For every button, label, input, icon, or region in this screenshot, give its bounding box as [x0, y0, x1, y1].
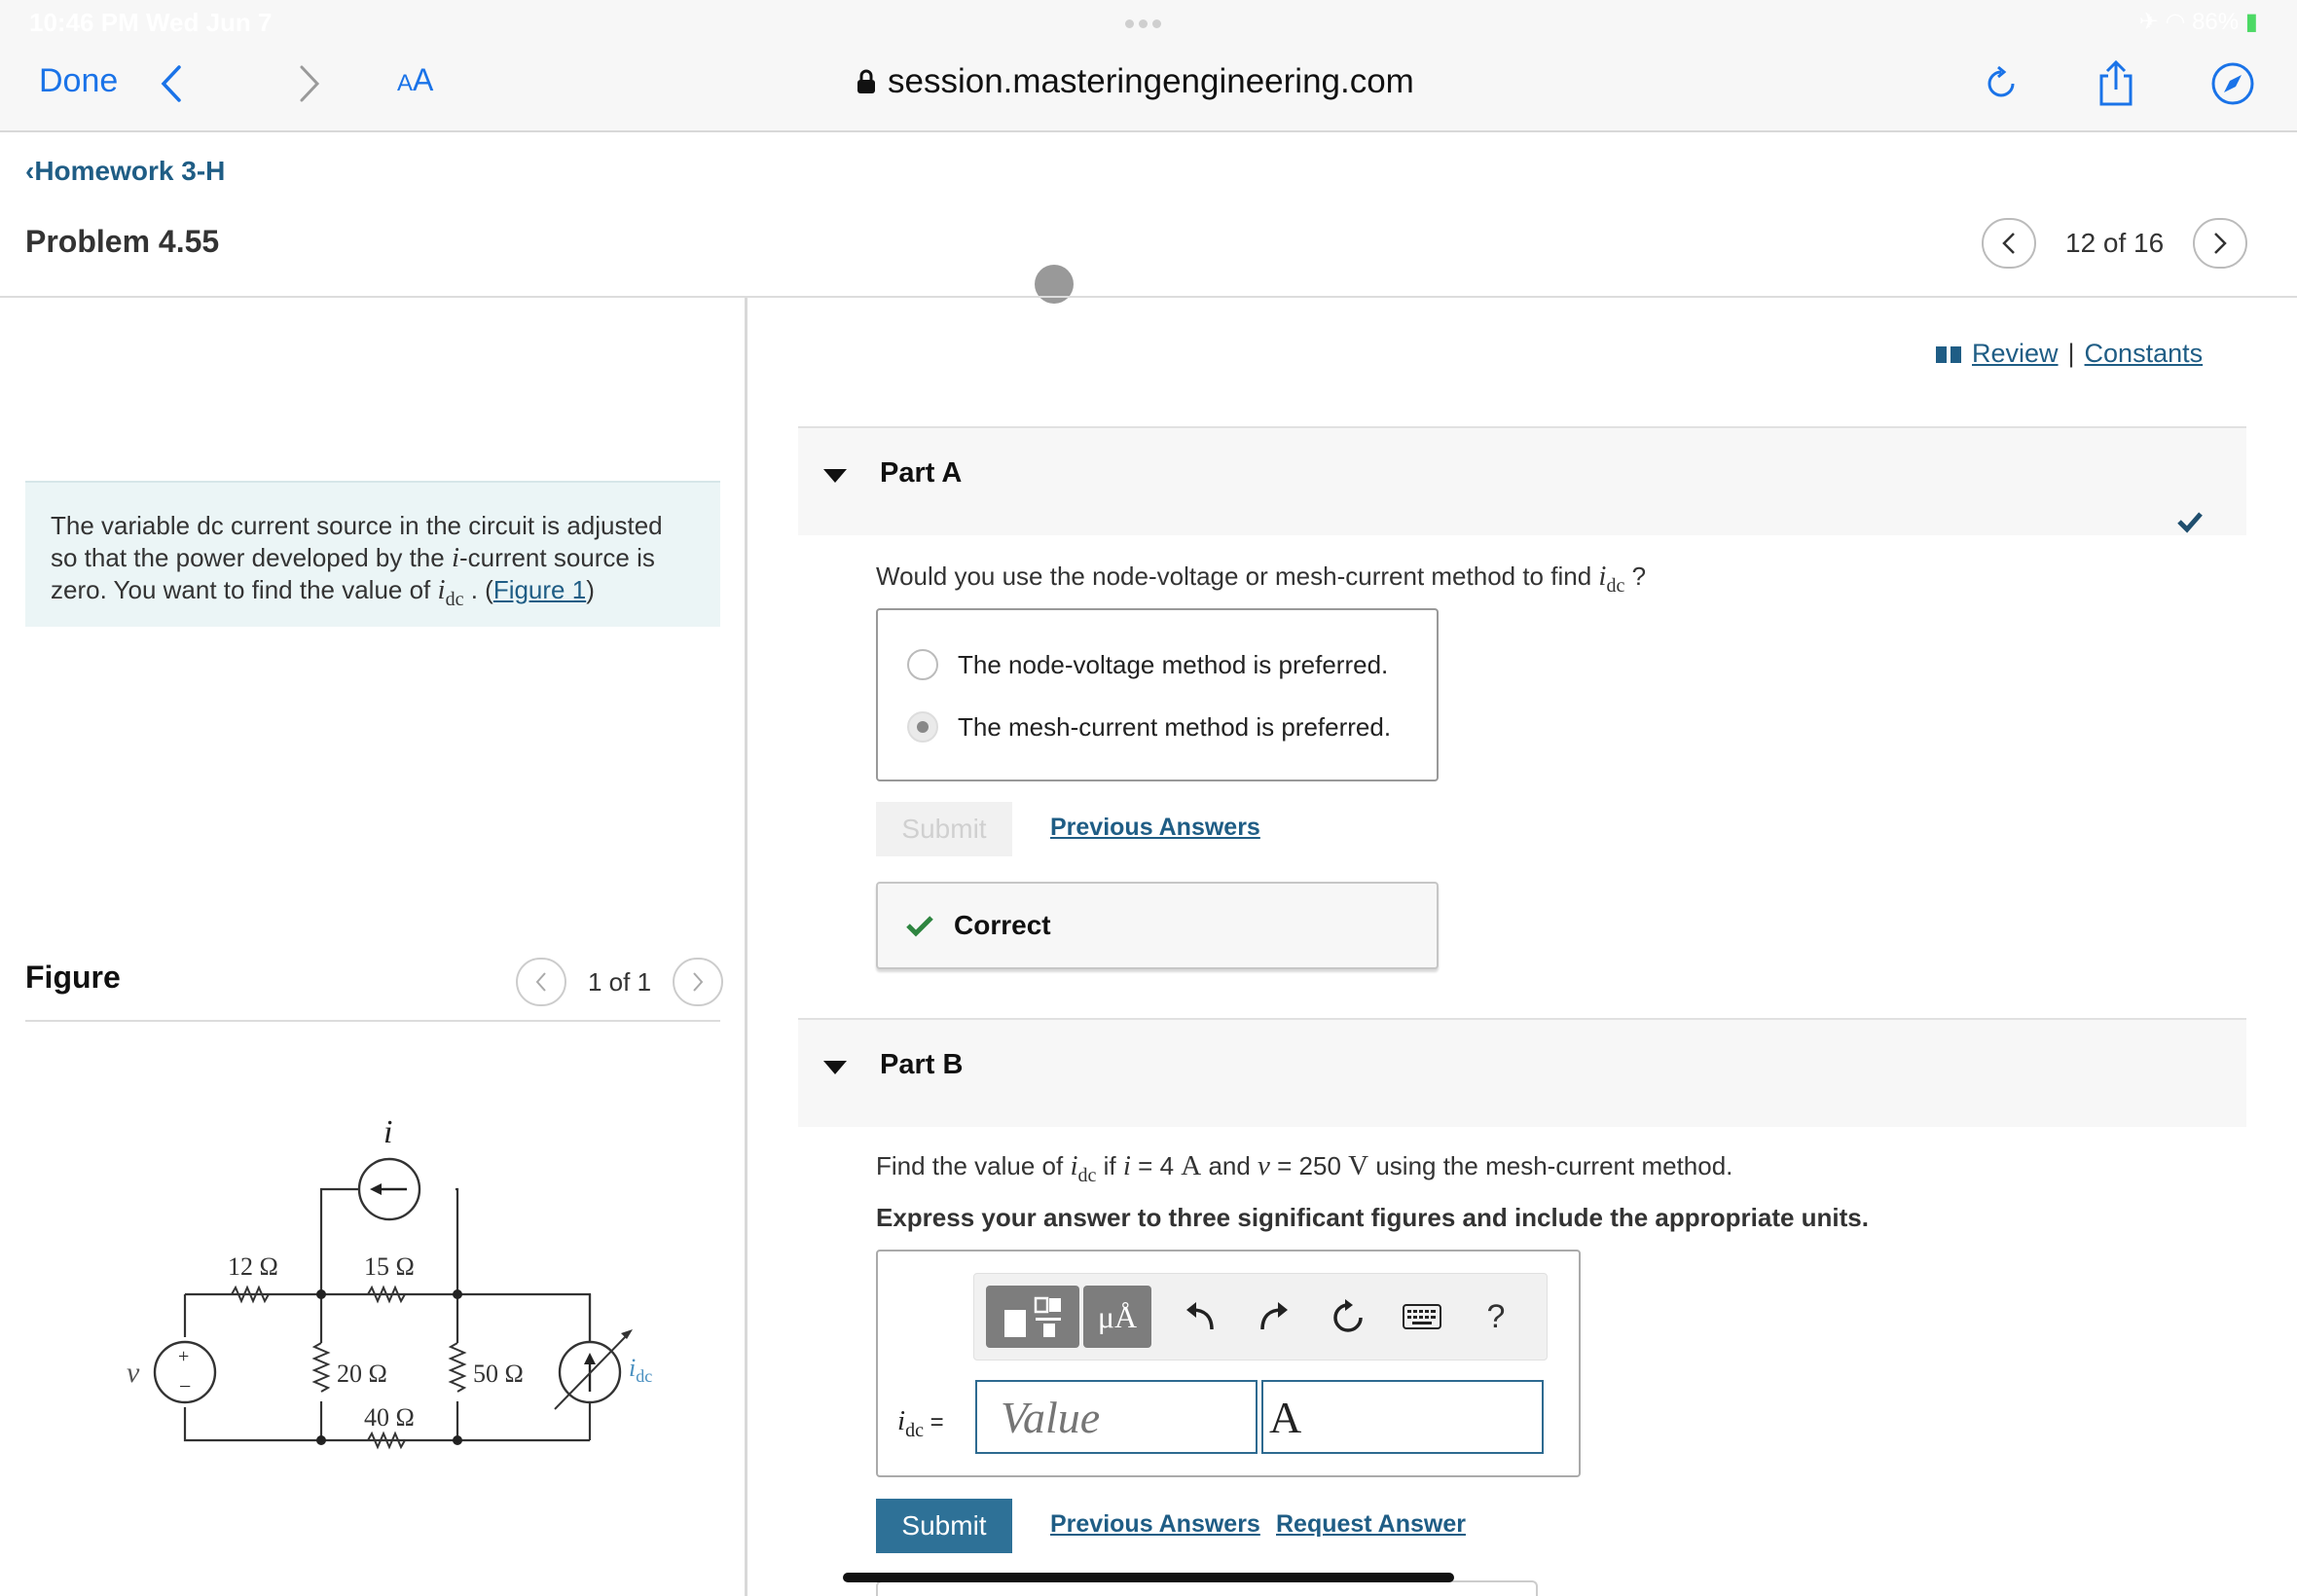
wifi-icon: ◠ [2165, 9, 2186, 35]
part-a-header[interactable] [798, 426, 2246, 535]
answer-variable-label: $i_{dc}$ = [897, 1405, 944, 1441]
collapse-triangle-icon[interactable] [823, 1061, 847, 1074]
circuit-diagram [107, 1100, 672, 1469]
math-toolbar [973, 1273, 1548, 1360]
compass-icon[interactable] [2206, 56, 2260, 111]
loading-indicator [1035, 265, 1074, 304]
templates-icon [999, 1292, 1067, 1341]
option-node-voltage[interactable]: The node-voltage method is preferred. [907, 649, 1388, 680]
airplane-icon: ✈ [2138, 9, 2159, 35]
part-a-submit-button[interactable]: Submit [876, 802, 1012, 856]
resistor-50-ohm [451, 1343, 464, 1392]
problem-pager [1982, 218, 2247, 269]
next-figure-button[interactable] [673, 958, 723, 1006]
part-b-answer-box [876, 1250, 1581, 1477]
part-b-title: Part B [880, 1049, 964, 1080]
share-icon[interactable] [2089, 56, 2143, 111]
value-input[interactable] [975, 1380, 1258, 1454]
previous-figure-button[interactable] [516, 958, 566, 1006]
part-b-question: Find the value of $i_{dc}$ if i = 4 A and v = 250 V using the mesh-current method. [876, 1150, 1733, 1186]
radio-button[interactable] [907, 649, 938, 680]
keyboard-icon[interactable] [1395, 1289, 1449, 1344]
done-button[interactable]: Done [39, 62, 119, 99]
part-b-header[interactable] [798, 1018, 2246, 1127]
part-a-title: Part A [880, 457, 963, 489]
current-source-i [359, 1159, 419, 1219]
figure-pager-label: 1 of 1 [588, 966, 652, 997]
undo-icon[interactable] [1173, 1289, 1227, 1344]
variable-current-source-idc [555, 1329, 633, 1409]
radio-button-selected[interactable] [907, 711, 938, 743]
browser-toolbar [0, 43, 2297, 132]
status-time: 10:46 PM Wed Jun 7 [29, 8, 273, 37]
part-b-submit-button[interactable]: Submit [876, 1499, 1012, 1553]
address-bar[interactable] [857, 62, 1414, 101]
problem-title: Problem 4.55 [25, 224, 220, 259]
pane-divider[interactable] [745, 298, 747, 1596]
label-15-ohm: 15 Ω [364, 1252, 415, 1281]
resistor-20-ohm [314, 1343, 328, 1392]
header-divider [0, 296, 2297, 298]
review-constants-links: Review | Constants [1935, 339, 2203, 369]
label-i: i [383, 1114, 393, 1150]
multitasking-dots[interactable] [1125, 16, 1172, 25]
figure-title: Figure [25, 960, 121, 995]
part-b-instruction: Express your answer to three significant figures and include the appropriate units. [876, 1203, 1869, 1232]
chevron-left-icon: ‹ [25, 156, 35, 186]
svg-text:−: − [179, 1374, 192, 1398]
url-text: session.masteringengineering.com [888, 62, 1414, 100]
svg-text:+: + [178, 1346, 190, 1367]
battery-icon: ▮ [2244, 9, 2258, 35]
figure-divider [25, 1020, 720, 1022]
correct-check-icon [905, 914, 934, 937]
forward-chevron-icon[interactable] [282, 56, 337, 111]
review-link[interactable]: Review [1972, 339, 2059, 368]
redo-icon[interactable] [1247, 1289, 1301, 1344]
reset-icon[interactable] [1321, 1289, 1375, 1344]
figure-link[interactable]: Figure 1 [492, 575, 587, 604]
collapse-triangle-icon[interactable] [823, 469, 847, 483]
lock-icon [857, 69, 876, 94]
part-a-choices [876, 608, 1439, 781]
label-50-ohm: 50 Ω [473, 1360, 524, 1388]
part-a-question: Would you use the node-voltage or mesh-current method to find $i_{dc}$ ? [876, 561, 1647, 597]
text-size-button[interactable]: AA [397, 62, 434, 97]
next-problem-button[interactable] [2193, 218, 2247, 269]
figure-pager [516, 958, 723, 1006]
status-bar [0, 0, 2297, 43]
help-button[interactable]: ? [1486, 1297, 1506, 1335]
problem-intro: The variable dc current source in the circuit is adjusted so that the power developed by the i-current source is zero. You want to find the value of $i_{dc}$ . (Figure 1) [25, 481, 720, 627]
home-indicator[interactable] [843, 1573, 1454, 1582]
voltage-source-v [155, 1342, 215, 1402]
constants-link[interactable]: Constants [2084, 339, 2204, 368]
option-mesh-current[interactable]: The mesh-current method is preferred. [907, 711, 1391, 743]
next-section-edge [876, 1580, 1538, 1596]
label-20-ohm: 20 Ω [337, 1360, 387, 1388]
part-a-previous-answers-link[interactable]: Previous Answers [1050, 814, 1260, 841]
label-idc: $i_{dc}$ [629, 1354, 653, 1386]
units-button[interactable]: μÅ [1083, 1286, 1151, 1348]
book-icon [1935, 345, 1962, 364]
label-12-ohm: 12 Ω [228, 1252, 278, 1281]
unit-input[interactable] [1261, 1380, 1544, 1454]
templates-button[interactable] [986, 1286, 1079, 1348]
request-answer-link[interactable]: Request Answer [1276, 1510, 1466, 1538]
label-v: v [127, 1357, 140, 1389]
problem-pager-label: 12 of 16 [2065, 228, 2165, 258]
homework-back-link[interactable]: ‹Homework 3-H [25, 156, 226, 186]
label-40-ohm: 40 Ω [364, 1403, 415, 1432]
previous-problem-button[interactable] [1982, 218, 2036, 269]
part-a-feedback: Correct [876, 882, 1439, 969]
part-a-complete-check-icon [2176, 510, 2204, 533]
reload-icon[interactable] [1974, 56, 2028, 111]
back-chevron-icon[interactable] [144, 56, 199, 111]
part-b-previous-answers-link[interactable]: Previous Answers [1050, 1510, 1260, 1538]
status-battery: ✈ ◠ 86% ▮ [2138, 9, 2258, 35]
